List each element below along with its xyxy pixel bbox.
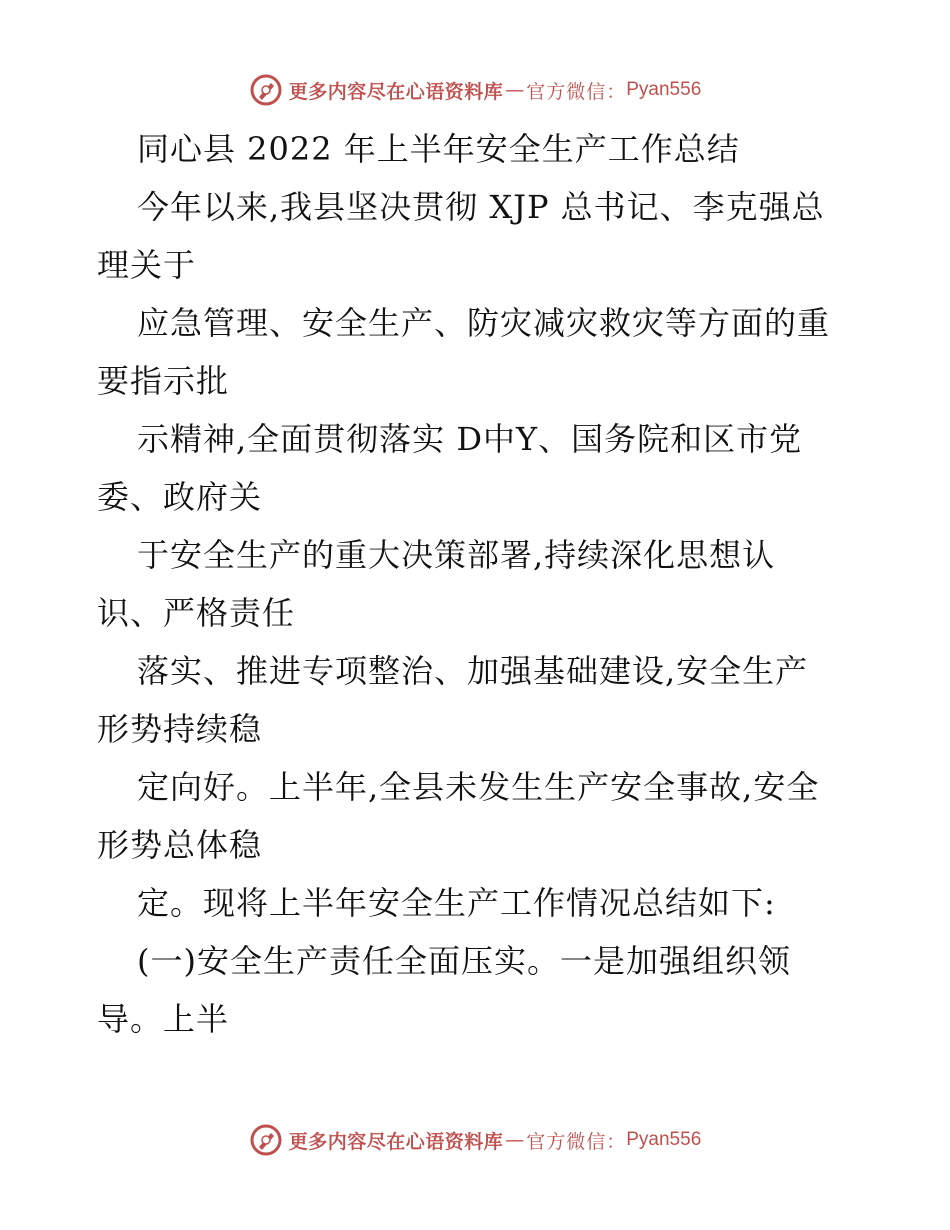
document-line: (一)安全生产责任全面压实。一是加强组织领 xyxy=(137,942,791,980)
banner-brand: 更多内容尽在心语资料库 xyxy=(288,1130,504,1153)
document-line: 形势持续稳 xyxy=(97,710,263,748)
document-line: 形势总体稳 xyxy=(97,826,263,864)
document-line: 落实、推进专项整治、加强基础建设,安全生产 xyxy=(137,652,809,690)
banner-label: 官方微信： xyxy=(526,80,627,103)
banner-handle: Pyan556 xyxy=(626,1129,702,1150)
document-line: 要指示批 xyxy=(97,362,230,400)
document-line: 理关于 xyxy=(97,246,197,284)
document-line: 识、严格责任 xyxy=(97,594,296,632)
document-line: 委、政府关 xyxy=(97,478,263,516)
banner-label: 官方微信： xyxy=(526,1130,627,1153)
header-banner xyxy=(0,70,950,110)
document-title: 同心县 2022 年上半年安全生产工作总结 xyxy=(137,130,740,168)
document-line: 定向好。上半年,全县未发生生产安全事故,安全 xyxy=(137,768,820,806)
document-line: 今年以来,我县坚决贯彻 XJP 总书记、李克强总 xyxy=(137,188,825,226)
footer-banner xyxy=(0,1120,950,1160)
pen-circle-icon xyxy=(249,73,283,107)
document-line: 应急管理、安全生产、防灾减灾救灾等方面的重 xyxy=(137,304,831,342)
document-body xyxy=(97,120,857,1048)
document-line: 示精神,全面贯彻落实 D中Y、国务院和区市党 xyxy=(137,420,803,458)
pen-circle-icon xyxy=(249,1123,283,1157)
banner-separator: — xyxy=(505,79,525,101)
banner-handle: Pyan556 xyxy=(626,79,702,100)
banner-brand: 更多内容尽在心语资料库 xyxy=(288,80,504,103)
document-line: 定。现将上半年安全生产工作情况总结如下: xyxy=(137,884,776,922)
banner-separator: — xyxy=(505,1129,525,1151)
document-line: 导。上半 xyxy=(97,1000,230,1038)
document-line: 于安全生产的重大决策部署,持续深化思想认 xyxy=(137,536,776,574)
